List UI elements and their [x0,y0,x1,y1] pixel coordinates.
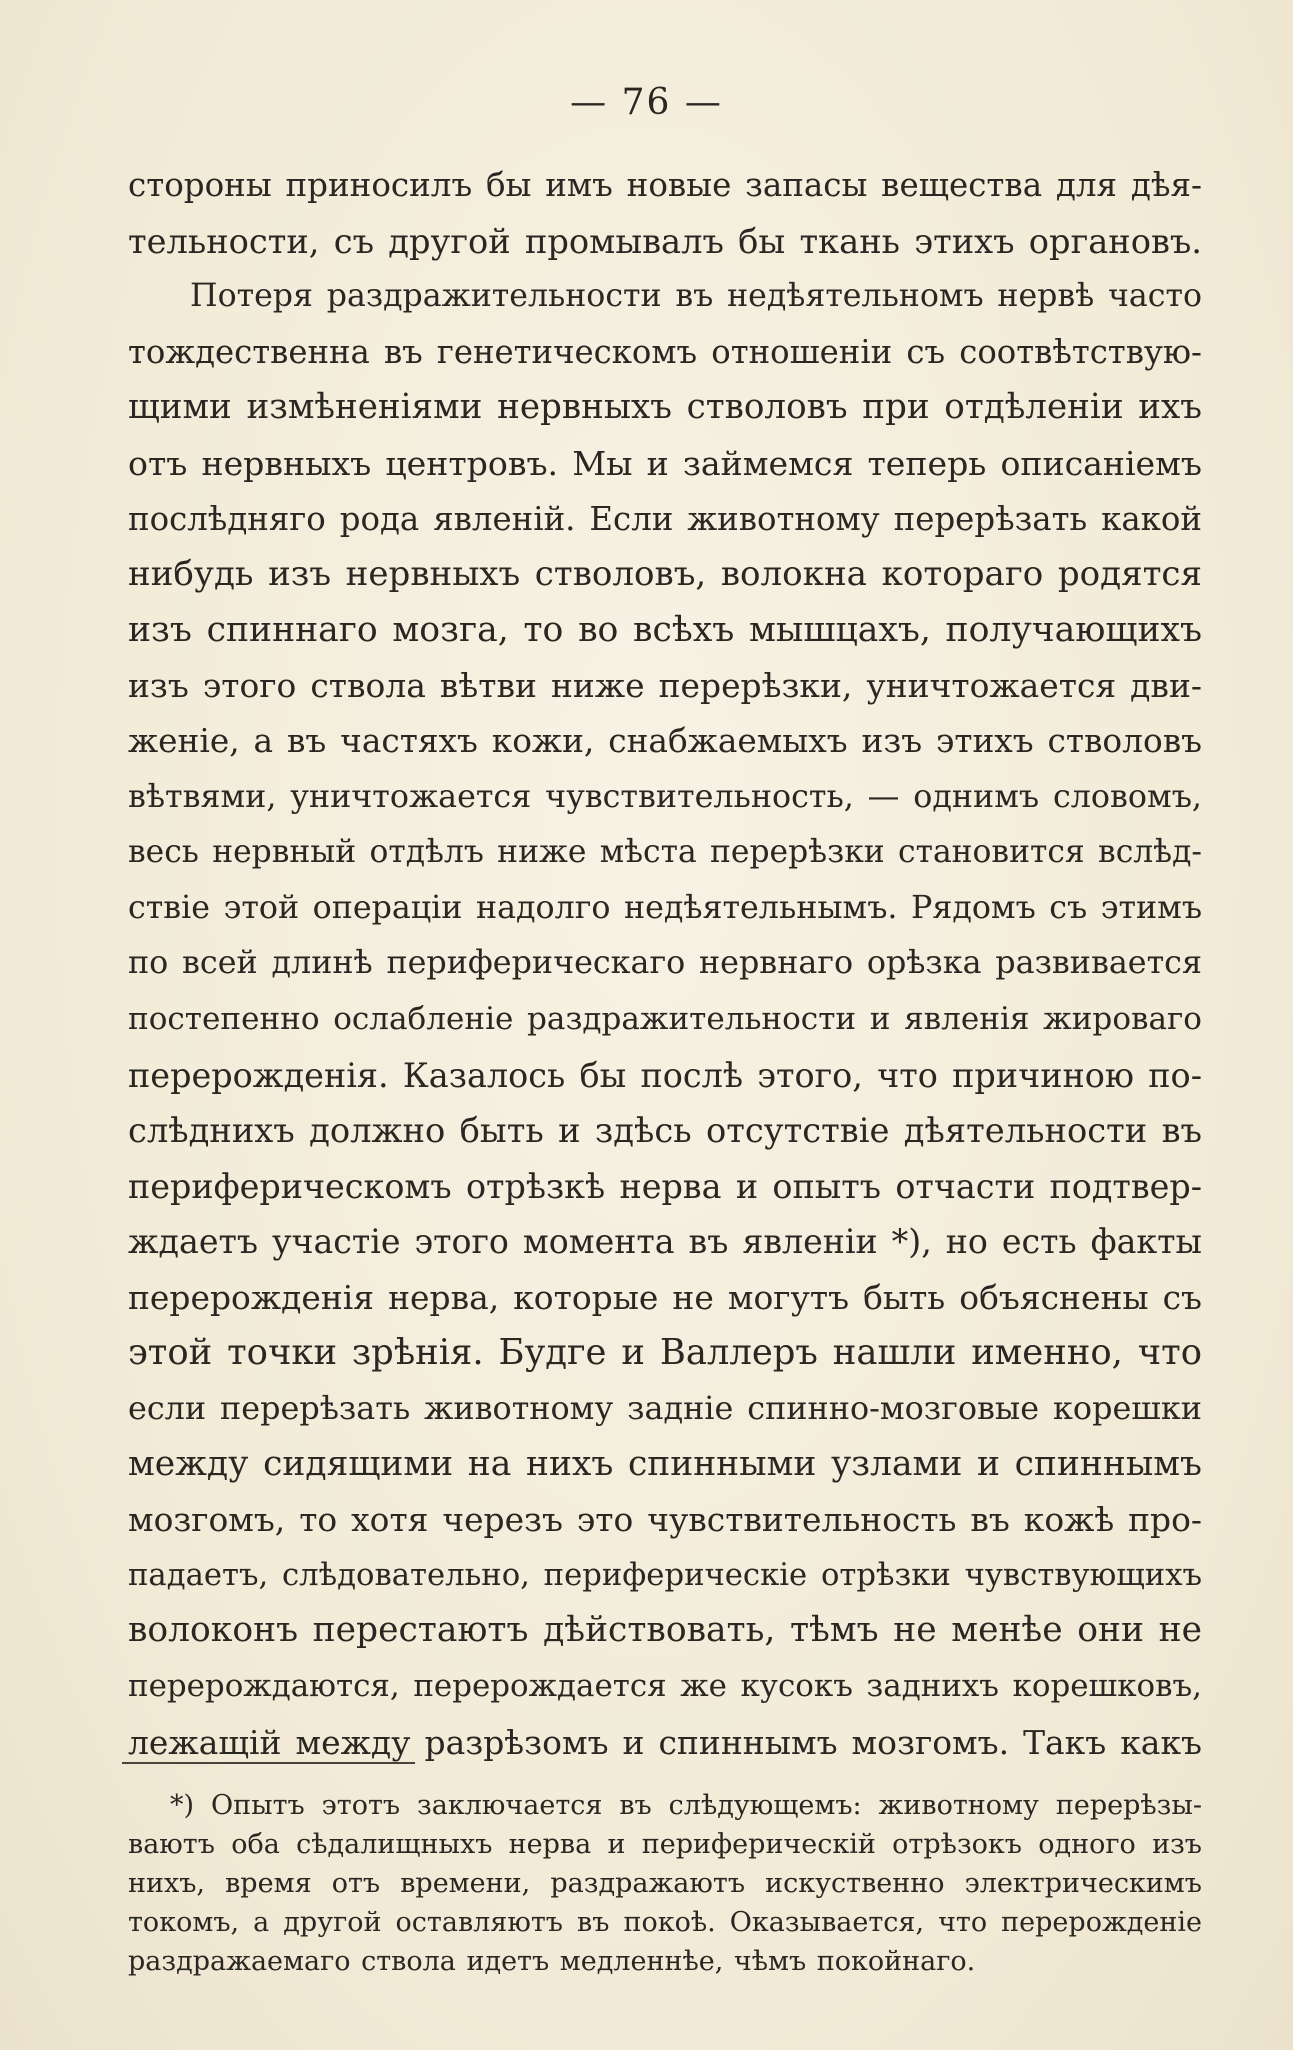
body-line: стороны приносилъ бы имъ новые запасы вещества для дѣя- [128,166,1202,204]
footnote-line: токомъ, а другой оставляютъ въ покоѣ. Оказывается, что перерожденіе [128,1907,1202,1938]
footnote-line: раздражаемаго ствола идетъ медленнѣе, чѣмъ покойнаго. [128,1946,976,1977]
body-line: перерождаются, перерождается же кусокъ заднихъ корешковъ, [128,1668,1202,1705]
body-line: ждаетъ участіе этого момента въ явленіи *), но есть факты [128,1222,1202,1262]
body-line: постепенно ослабленіе раздражительности и явленія жироваго [128,1000,1202,1037]
body-line: вѣтвями, уничтожается чувствительность, — однимъ словомъ, [128,778,1202,815]
body-text [128,158,1202,1770]
footnote-line: *) Опытъ этотъ заключается въ слѣдующемъ: животному перерѣзы- [170,1790,1202,1821]
body-line: изъ этого ствола вѣтви ниже перерѣзки, уничтожается дви- [128,666,1202,706]
body-line: периферическомъ отрѣзкѣ нерва и опытъ отчасти подтвер- [128,1166,1202,1206]
body-line: если перерѣзать животному задніе спинно-мозговые корешки [128,1389,1202,1428]
body-line: ствіе этой операціи надолго недѣятельнымъ. Рядомъ съ этимъ [128,889,1202,926]
body-line: лежащій между разрѣзомъ и спиннымъ мозгомъ. Такъ какъ [128,1722,1202,1762]
body-line: мозгомъ, то хотя черезъ это чувствительность въ кожѣ про- [128,1500,1202,1540]
body-line: падаетъ, слѣдовательно, периферическіе отрѣзки чувствующихъ [128,1557,1202,1593]
body-line: волоконъ перестаютъ дѣйствовать, тѣмъ не менѣе они не [128,1610,1202,1651]
body-line: между сидящими на нихъ спинными узлами и спиннымъ [128,1443,1202,1484]
footnote [128,1786,1202,1981]
footnote-line: нихъ, время отъ времени, раздражаютъ искуственно электрическимъ [128,1868,1202,1899]
body-line: женіе, а въ частяхъ кожи, снабжаемыхъ изъ этихъ стволовъ [128,721,1202,760]
body-line: тождественна въ генетическомъ отношеніи съ соотвѣтствую- [128,332,1202,371]
footnote-divider [122,1762,415,1764]
body-line: перерожденія нерва, которые не могутъ быть объяснены съ [128,1277,1202,1317]
body-line: этой точки зрѣнія. Будге и Валлеръ нашли именно, что [128,1332,1202,1374]
body-line: перерожденія. Казалось бы послѣ этого, что причиною по- [128,1055,1202,1095]
body-line: слѣднихъ должно быть и здѣсь отсутствіе дѣятельности въ [128,1111,1202,1151]
footnote-line: ваютъ оба сѣдалищныхъ нерва и периферическій отрѣзокъ одного изъ [128,1829,1202,1860]
body-line: Потеря раздражительности въ недѣятельномъ нервѣ часто [190,278,1202,315]
body-line: послѣдняго рода явленій. Если животному перерѣзать какой [128,499,1202,538]
body-line: весь нервный отдѣлъ ниже мѣста перерѣзки становится вслѣд- [128,834,1202,871]
body-line: по всей длинѣ периферическаго нервнаго орѣзка развивается [128,945,1202,982]
body-line: нибудь изъ нервныхъ стволовъ, волокна котораго родятся [128,554,1202,595]
body-line: изъ спиннаго мозга, то во всѣхъ мышцахъ, получающихъ [128,609,1202,650]
body-line: отъ нервныхъ центровъ. Мы и займемся теперь описаніемъ [128,443,1202,483]
body-line: щими измѣненіями нервныхъ стволовъ при отдѣленіи ихъ [128,387,1202,428]
page-number: — 76 — [570,82,723,123]
body-line: тельности, съ другой промывалъ бы ткань этихъ органовъ. [128,221,1202,261]
